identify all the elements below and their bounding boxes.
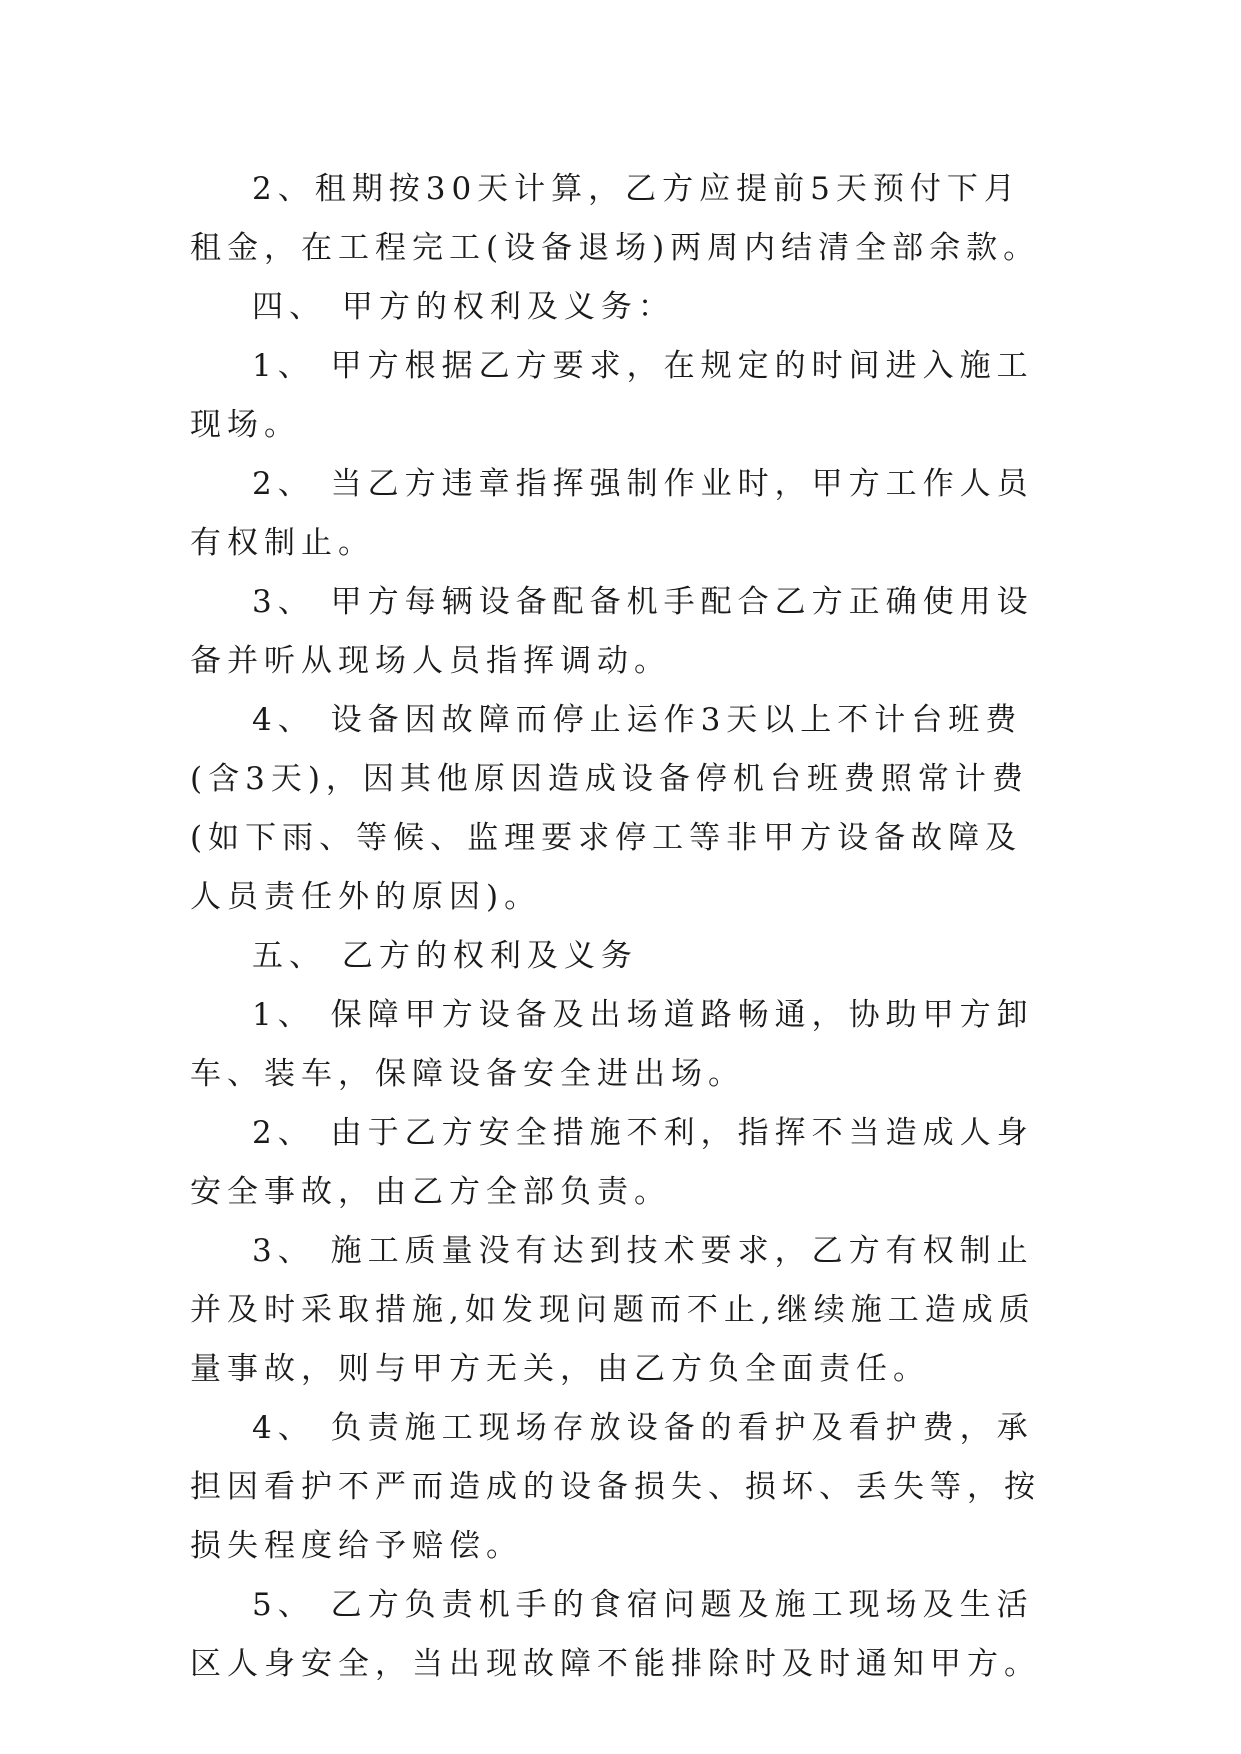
paragraph-party-a-3: 3、 甲方每辆设备配备机手配合乙方正确使用设备并听从现场人员指挥调动。: [190, 584, 1034, 679]
section-heading-party-a: 四、 甲方的权利及义务：: [252, 289, 675, 325]
paragraph-party-a-4: 4、 设备因故障而停止运作3天以上不计台班费(含3天)，因其他原因造成设备停机台班费照常计费(如下雨、等候、监理要求停工等非甲方设备故障及人员责任外的原因)。: [190, 702, 1029, 915]
paragraph-rent-payment: 2、租期按30天计算，乙方应提前5天预付下月租金，在工程完工(设备退场)两周内结清全部余款。: [190, 171, 1041, 266]
paragraph-party-a-2: 2、 当乙方违章指挥强制作业时，甲方工作人员有权制止。: [190, 466, 1034, 561]
document-body: [190, 160, 1050, 1694]
paragraph-party-b-3: 3、 施工质量没有达到技术要求，乙方有权制止并及时采取措施,如发现问题而不止,继续施工造成质量事故，则与甲方无关，由乙方负全面责任。: [190, 1233, 1036, 1387]
section-heading-party-b: 五、 乙方的权利及义务: [252, 938, 638, 974]
paragraph-party-b-2: 2、 由于乙方安全措施不利，指挥不当造成人身安全事故，由乙方全部负责。: [190, 1115, 1034, 1210]
paragraph-party-b-1: 1、 保障甲方设备及出场道路畅通，协助甲方卸车、装车，保障设备安全进出场。: [190, 997, 1034, 1092]
paragraph-party-a-1: 1、 甲方根据乙方要求，在规定的时间进入施工现场。: [190, 348, 1034, 443]
paragraph-party-b-4: 4、 负责施工现场存放设备的看护及看护费，承担因看护不严而造成的设备损失、损坏、丢失等，按损失程度给予赔偿。: [190, 1410, 1041, 1564]
paragraph-party-b-5: 5、 乙方负责机手的食宿问题及施工现场及生活区人身安全，当出现故障不能排除时及时通知甲方。: [190, 1587, 1041, 1682]
